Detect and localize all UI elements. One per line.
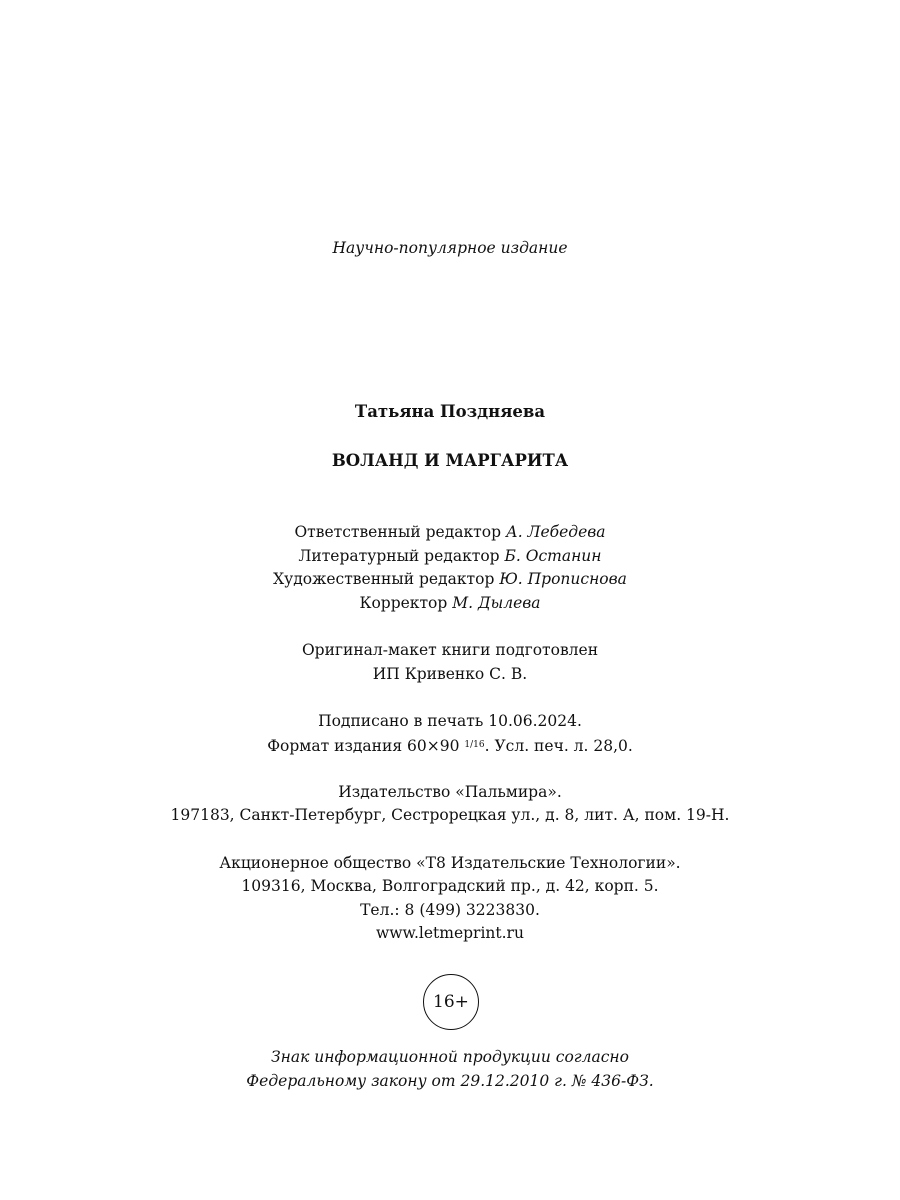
- printer-website: www.letmeprint.ru: [376, 924, 524, 942]
- publisher-name: Издательство «Пальмира».: [338, 783, 562, 801]
- printer-phone: Тел.: 8 (499) 3223830.: [360, 901, 540, 919]
- credit-line: Литературный редактор Б. Останин: [298, 547, 602, 565]
- credit-line: Корректор М. Дылева: [359, 594, 541, 612]
- genre-label: Научно-популярное издание: [332, 239, 568, 257]
- book-title: ВОЛАНД И МАРГАРИТА: [331, 451, 569, 470]
- printer-name: Акционерное общество «Т8 Издательские Технологии».: [219, 854, 681, 872]
- age-note: Федеральному закону от 29.12.2010 г. № 436-ФЗ.: [246, 1072, 654, 1090]
- age-note: Знак информационной продукции согласно: [271, 1048, 629, 1066]
- credit-line: Ответственный редактор А. Лебедева: [294, 523, 606, 541]
- layout-credit: ИП Кривенко С. В.: [372, 665, 528, 683]
- printer-address: 109316, Москва, Волгоградский пр., д. 42, корп. 5.: [241, 877, 659, 895]
- credit-line: Художественный редактор Ю. Прописнова: [273, 570, 627, 588]
- author-name: Татьяна Поздняева: [354, 402, 546, 421]
- publisher-address: 197183, Санкт-Петербург, Сестрорецкая ул., д. 8, лит. А, пом. 19-Н.: [170, 806, 730, 824]
- print-signed: Подписано в печать 10.06.2024.: [318, 712, 582, 730]
- layout-credit: Оригинал-макет книги подготовлен: [301, 641, 599, 659]
- print-format: Формат издания 60×90 $^{1/16}$. Усл. печ. л. 28,0.: [267, 737, 633, 755]
- age-rating-text: 16+: [433, 992, 469, 1012]
- age-rating-badge: [423, 974, 479, 1030]
